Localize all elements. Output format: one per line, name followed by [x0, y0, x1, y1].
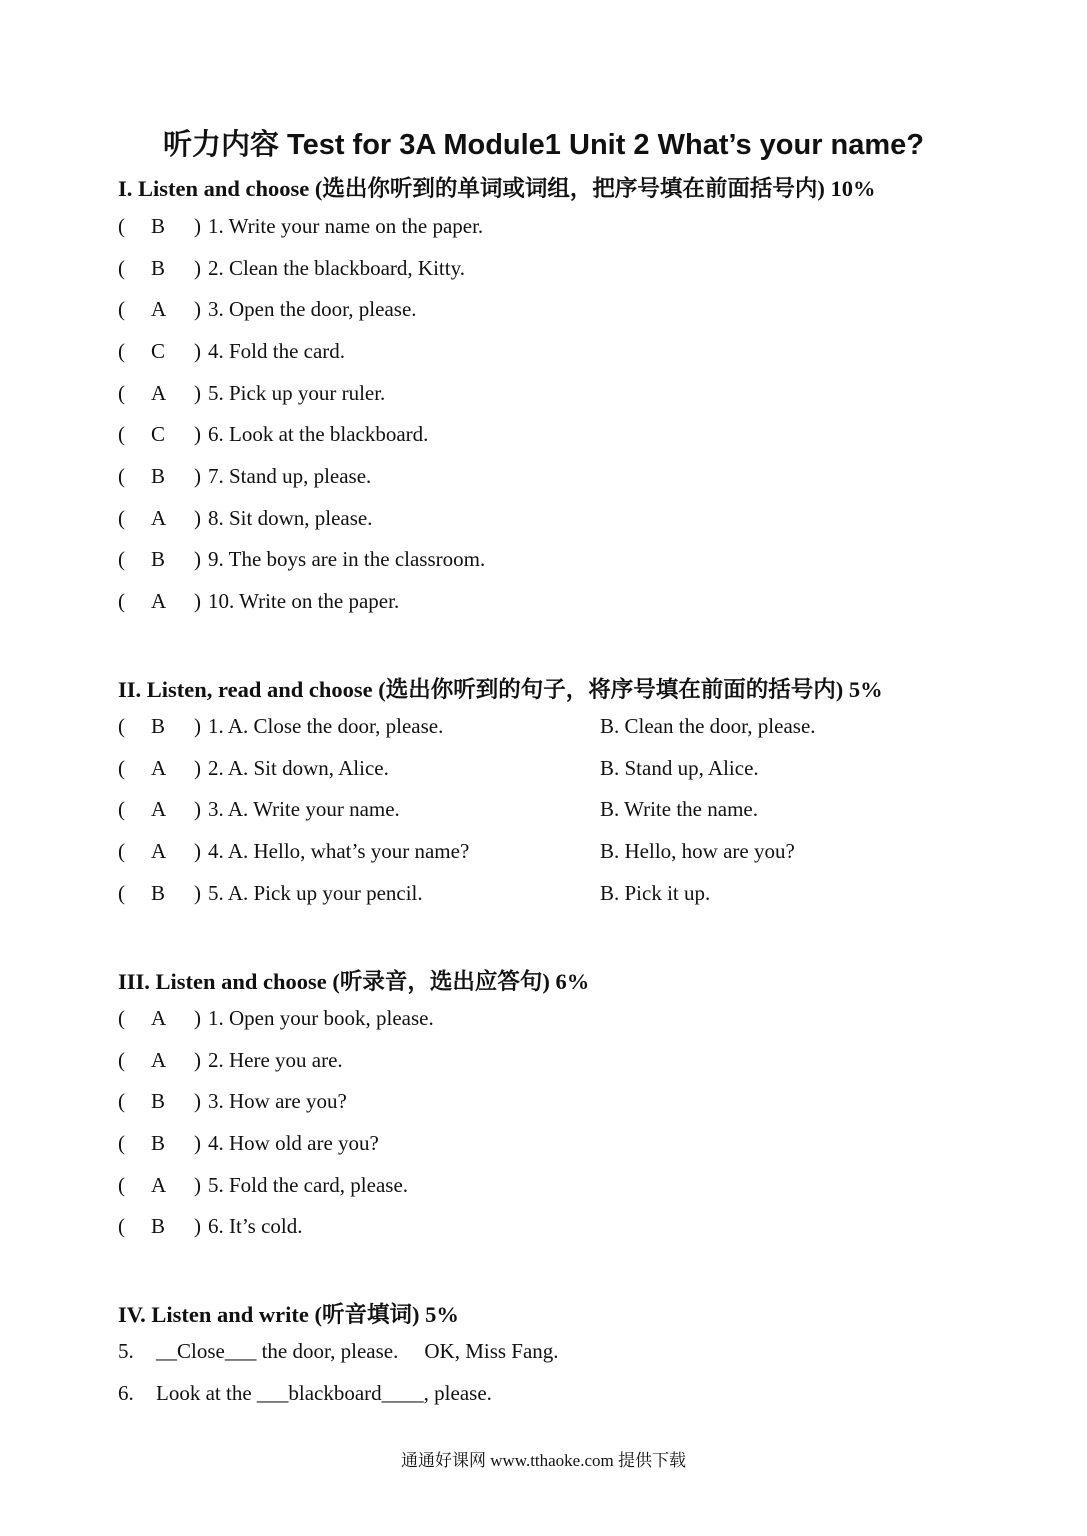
- item-text: 2. Clean the blackboard, Kitty.: [208, 256, 465, 280]
- paren-close: ): [194, 1089, 201, 1113]
- paren-close: ): [194, 547, 201, 571]
- paren-open: (: [118, 547, 125, 571]
- item-text: 4. Fold the card.: [208, 339, 346, 363]
- option-b-text: B. Clean the door, please.: [600, 714, 816, 738]
- item-text: 1. Write your name on the paper.: [208, 214, 484, 238]
- paren-close: ): [194, 214, 201, 238]
- section-4-heading: IV. Listen and write (听音填词) 5%: [118, 1302, 459, 1327]
- answer: B: [151, 1131, 166, 1155]
- option-a-text: 5. A. Pick up your pencil.: [208, 881, 423, 905]
- option-b-text: B. Pick it up.: [600, 881, 711, 905]
- paren-close: ): [194, 297, 201, 321]
- paren-open: (: [118, 381, 125, 405]
- paren-open: (: [118, 1173, 125, 1197]
- answer: C: [151, 422, 166, 446]
- answer: C: [151, 339, 166, 363]
- answer: A: [151, 839, 167, 863]
- paren-close: ): [194, 714, 201, 738]
- paren-open: (: [118, 714, 125, 738]
- paren-open: (: [118, 214, 125, 238]
- answer: B: [151, 1214, 166, 1238]
- answer: B: [151, 1089, 166, 1113]
- option-b-text: B. Stand up, Alice.: [600, 756, 759, 780]
- answer: A: [151, 381, 167, 405]
- item-text: 9. The boys are in the classroom.: [208, 547, 486, 571]
- paren-close: ): [194, 506, 201, 530]
- option-a-text: 3. A. Write your name.: [208, 797, 400, 821]
- paren-open: (: [118, 797, 125, 821]
- paren-close: ): [194, 1006, 201, 1030]
- answer: B: [151, 256, 166, 280]
- answer: B: [151, 464, 166, 488]
- item-text: 8. Sit down, please.: [208, 506, 373, 530]
- paren-open: (: [118, 464, 125, 488]
- option-b-text: B. Hello, how are you?: [600, 839, 795, 863]
- paren-open: (: [118, 1214, 125, 1238]
- answer: A: [151, 797, 167, 821]
- paren-open: (: [118, 1048, 125, 1072]
- paren-close: ): [194, 881, 201, 905]
- paren-open: (: [118, 1131, 125, 1155]
- item-text: 5. Pick up your ruler.: [208, 381, 386, 405]
- paren-close: ): [194, 839, 201, 863]
- paren-close: ): [194, 381, 201, 405]
- paren-close: ): [194, 589, 201, 613]
- answer: A: [151, 756, 167, 780]
- option-a-text: 4. A. Hello, what’s your name?: [208, 839, 470, 863]
- item-text: 6. Look at the blackboard.: [208, 422, 429, 446]
- paren-close: ): [194, 1173, 201, 1197]
- fill-blank-text: __Close___ the door, please.: [156, 1339, 399, 1363]
- paren-close: ): [194, 1048, 201, 1072]
- item-text: 2. Here you are.: [208, 1048, 343, 1072]
- answer: B: [151, 547, 166, 571]
- paren-open: (: [118, 1089, 125, 1113]
- paren-open: (: [118, 256, 125, 280]
- paren-close: ): [194, 1214, 201, 1238]
- answer: B: [151, 214, 166, 238]
- paren-close: ): [194, 422, 201, 446]
- paren-close: ): [194, 339, 201, 363]
- section-1-heading: I. Listen and choose (选出你听到的单词或词组，把序号填在前面括号内) 10%: [118, 176, 876, 201]
- answer: A: [151, 506, 167, 530]
- answer: B: [151, 714, 166, 738]
- item-text: 1. Open your book, please.: [208, 1006, 434, 1030]
- option-a-text: 2. A. Sit down, Alice.: [208, 756, 389, 780]
- answer: A: [151, 589, 167, 613]
- section-3-heading: III. Listen and choose (听录音，选出应答句) 6%: [118, 969, 590, 994]
- paren-open: (: [118, 422, 125, 446]
- footer-source: 通通好课网 www.tthaoke.com 提供下载: [400, 1451, 687, 1470]
- item-text: 4. How old are you?: [208, 1131, 379, 1155]
- paren-open: (: [118, 839, 125, 863]
- paren-close: ): [194, 256, 201, 280]
- paren-close: ): [194, 1131, 201, 1155]
- paren-open: (: [118, 589, 125, 613]
- paren-close: ): [194, 464, 201, 488]
- option-a-text: 1. A. Close the door, please.: [208, 714, 444, 738]
- item-text: 7. Stand up, please.: [208, 464, 372, 488]
- option-b-text: B. Write the name.: [600, 797, 758, 821]
- paren-open: (: [118, 297, 125, 321]
- item-text: 3. Open the door, please.: [208, 297, 417, 321]
- section-2-heading: II. Listen, read and choose (选出你听到的句子，将序号填在前面的括号内) 5%: [118, 677, 883, 702]
- line-number: 6.: [118, 1381, 134, 1405]
- answer: A: [151, 1048, 167, 1072]
- paren-open: (: [118, 1006, 125, 1030]
- answer: B: [151, 881, 166, 905]
- item-text: 6. It’s cold.: [208, 1214, 303, 1238]
- paren-open: (: [118, 881, 125, 905]
- paren-close: ): [194, 756, 201, 780]
- paren-open: (: [118, 756, 125, 780]
- item-text: 3. How are you?: [208, 1089, 347, 1113]
- answer: A: [151, 297, 167, 321]
- fill-blank-text: Look at the ___blackboard____, please.: [156, 1381, 492, 1405]
- response-text: OK, Miss Fang.: [424, 1339, 559, 1363]
- line-number: 5.: [118, 1339, 134, 1363]
- item-text: 10. Write on the paper.: [208, 589, 400, 613]
- answer: A: [151, 1006, 167, 1030]
- paren-open: (: [118, 339, 125, 363]
- paren-close: ): [194, 797, 201, 821]
- item-text: 5. Fold the card, please.: [208, 1173, 409, 1197]
- paren-open: (: [118, 506, 125, 530]
- page-title: 听力内容 Test for 3A Module1 Unit 2 What’s your name?: [162, 129, 925, 161]
- answer: A: [151, 1173, 167, 1197]
